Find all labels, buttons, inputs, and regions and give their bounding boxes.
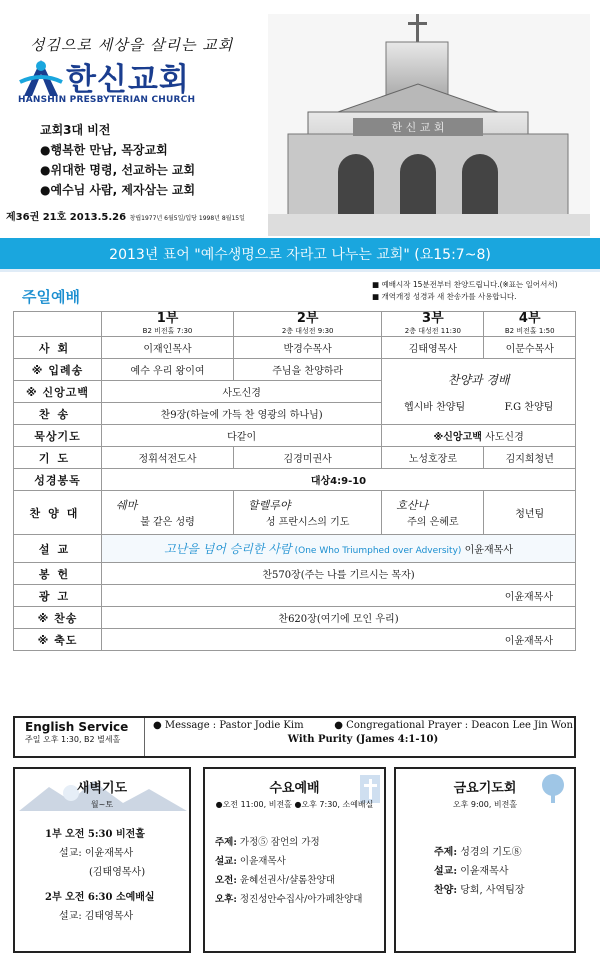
row-label: ※ 신앙고백 [14,381,102,403]
cell: 이윤재목사 [102,629,576,651]
row-label: ※ 찬송 [14,607,102,629]
cell: 찬570장(주는 나를 기르시는 목자) [102,563,576,585]
friday-prayer-box [394,767,576,953]
creed-note-cell [382,425,576,447]
wednesday-worship-box [203,767,386,953]
sermon-preacher: 이윤재목사 [464,545,513,556]
praise-team: 헵시바 찬양팀 [403,401,466,413]
cell: 찬9장(하늘에 가득 찬 영광의 하나님) [102,403,382,425]
cell: 김태영목사 [382,337,484,359]
note-line: ■ 예배시작 15분전부터 찬양드립니다.(※표는 일어서서) [372,280,558,289]
dawn-line: 설교: 이윤재목사 [59,848,134,859]
cell: 다같이 [102,425,382,447]
dawn-title: 새벽기도 [76,781,128,796]
creed-note: ※신앙고백 [433,432,482,443]
vision-title: 교회3대 비전 [40,123,111,137]
choir-cell: 청년팀 [484,491,576,535]
praise-script: 찬양과 경배 [447,372,510,387]
wednesday-sub: ●오전 11:00, 비전홀 ●오후 7:30, 소예배실 [215,800,374,809]
table-row [14,629,576,651]
svg-text:한 신 교 회: 한 신 교 회 [391,121,445,134]
table-row [14,563,576,585]
cell: 노성호장로 [382,447,484,469]
church-slogan: 성김으로 세상을 살리는 교회 [30,36,234,54]
row-label: 묵상기도 [14,425,102,447]
friday-sub: 오후 9:00, 비전홀 [452,800,518,809]
english-service-time: 주일 오후 1:30, B2 별세홀 [25,735,121,744]
dawn-line: 1부 오전 5:30 비전홀 [45,829,145,840]
choir-cell: 호산나 주의 은혜로 [382,491,484,535]
church-name: 한신교회 [66,62,190,98]
issue-info [6,208,245,223]
choir-cell: 할렐루야 성 프란시스의 기도 [234,491,382,535]
service-header-row [14,312,576,337]
row-label: ※ 입례송 [14,359,102,381]
church-building-image [268,14,590,236]
church-name-en: HANSHIN PRESBYTERIAN CHURCH [18,95,196,105]
wednesday-body [215,833,362,909]
table-row [14,535,576,563]
cell: 김지희청년 [484,447,576,469]
table-row [14,491,576,535]
row-label: 광고 [14,585,102,607]
table-row [14,425,576,447]
row-label: 설교 [14,535,102,563]
english-service-details [153,720,573,745]
friday-line: 설교: 이윤재목사 [434,866,509,877]
friday-line: 찬양: 당회, 사역팀장 [434,885,525,896]
cell: 대상4:9-10 [102,469,576,491]
empty-cell [14,312,102,337]
cell: 이윤재목사 [102,585,576,607]
dawn-line: 설교: 김태영목사 [59,911,134,922]
table-row [14,607,576,629]
table-row [14,585,576,607]
vision-item: ●위대한 명령, 선교하는 교회 [40,163,196,177]
cell: 사도신경 [102,381,382,403]
english-service [13,716,576,758]
row-label: 봉헌 [14,563,102,585]
cell: 정휘석전도사 [102,447,234,469]
year-motto-banner: 2013년 표어 "예수생명으로 자라고 나누는 교회" (요15:7~8) [0,238,600,272]
english-theme: With Purity (James 4:1-10) [287,734,439,745]
english-prayer: ● Congregational Prayer : Deacon Lee Jin Won [334,720,573,731]
issue-number: 제36권 21호 2013.5.26 [6,212,127,223]
dawn-sub: 월~토 [90,800,114,809]
wednesday-line: 주제: 가정⑤ 잠언의 가정 [215,837,320,848]
founded-date: 창립1977년 6월5일/입당 1998년 8월15일 [129,215,245,222]
dawn-line: (김태영목사) [89,867,146,878]
wednesday-line: 설교: 이윤재목사 [215,856,286,867]
wednesday-line: 오전: 윤혜선권사/샬롬찬양대 [215,875,335,886]
cell: 예수 우리 왕이여 [102,359,234,381]
sermon-cell [102,535,576,563]
sunday-worship-title: 주일예배 [22,288,80,306]
table-row [14,469,576,491]
friday-line: 주제: 성경의 기도⑧ [434,847,522,858]
wednesday-line: 오후: 정진성안수집사/아가페찬양대 [215,894,363,905]
row-label: 성경봉독 [14,469,102,491]
vision-item: ●예수님 사람, 제자삼는 교회 [40,183,196,197]
row-label: ※ 축도 [14,629,102,651]
cell: 이재인목사 [102,337,234,359]
english-service-header [15,718,145,756]
service-header: 3부 2층 대성전 11:30 [382,312,484,337]
service-header: 4부 B2 비전홀 1:50 [484,312,576,337]
english-message: ● Message : Pastor Jodie Kim [153,720,304,731]
creed-note-value: 사도신경 [485,432,524,443]
sunday-worship-table [13,311,576,651]
vision-list [40,120,195,200]
dawn-body [45,825,155,926]
row-label: 찬송 [14,403,102,425]
sermon-title-en: (One Who Triumphed over Adversity) [294,546,462,556]
row-label: 찬양대 [14,491,102,535]
sermon-title: 고난을 넘어 승리한 사람 [164,542,292,556]
row-label: 사회 [14,337,102,359]
praise-team: F.G 찬양팀 [504,401,554,413]
service-header: 1부 B2 비전홀 7:30 [102,312,234,337]
cell: 김경미권사 [234,447,382,469]
choir-cell: 쉐마 불 같은 성령 [102,491,234,535]
service-header: 2부 2층 대성전 9:30 [234,312,382,337]
cell: 이문수목사 [484,337,576,359]
cell: 찬620장(여기에 모인 우리) [102,607,576,629]
row-label: 기도 [14,447,102,469]
friday-body [434,843,525,900]
church-logo-icon [18,58,64,98]
friday-title: 금요기도회 [453,781,517,796]
dawn-line: 2부 오전 6:30 소예배실 [45,892,155,903]
english-service-title: English Service [25,720,129,734]
cell: 박경수목사 [234,337,382,359]
worship-notes [372,279,558,303]
vision-item: ●행복한 만남, 목장교회 [40,143,168,157]
dawn-prayer-box [13,767,191,953]
table-row [14,447,576,469]
note-line: ■ 개역개정 성경과 새 찬송가를 사용합니다. [372,292,517,301]
table-row [14,359,576,381]
table-row [14,337,576,359]
cell: 주님을 찬양하라 [234,359,382,381]
wednesday-title: 수요예배 [269,781,320,796]
praise-team-cell [382,359,576,425]
